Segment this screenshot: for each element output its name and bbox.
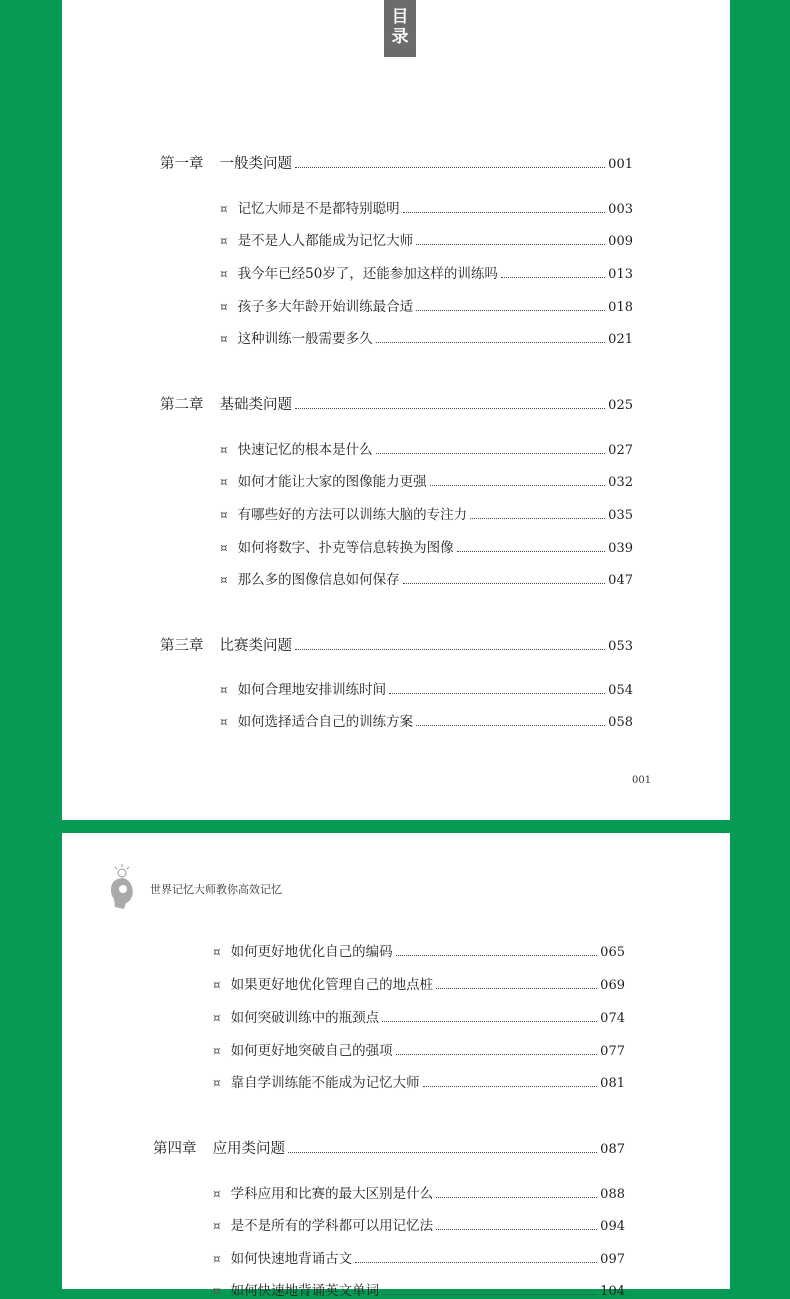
toc-item — [220, 438, 633, 458]
item-title: 如何快速地背诵英文单词 — [230, 1283, 380, 1299]
item-title: 快速记忆的根本是什么 — [237, 442, 373, 458]
item-title: 记忆大师是不是都特别聪明 — [237, 201, 400, 217]
leader-dots — [436, 1197, 597, 1198]
item-title: 如何更好地优化自己的编码 — [230, 944, 393, 960]
item-title: 是不是所有的学科都可以用记忆法 — [230, 1218, 434, 1234]
page-number: 032 — [608, 475, 633, 490]
leader-dots — [470, 518, 605, 519]
bullet-icon: ¤ — [213, 1076, 221, 1090]
item-title: 孩子多大年龄开始训练最合适 — [237, 299, 414, 315]
page-number: 025 — [608, 398, 633, 413]
bullet-icon: ¤ — [220, 541, 228, 555]
page-number: 021 — [608, 332, 633, 347]
toc-item — [213, 940, 625, 960]
toc-item — [220, 197, 633, 217]
toc-title-tab — [384, 0, 416, 57]
leader-dots — [376, 453, 606, 454]
page-number: 009 — [608, 234, 633, 249]
toc-page-1 — [62, 0, 730, 820]
toc-item — [220, 470, 633, 490]
leader-dots — [288, 1152, 597, 1153]
page-number: 104 — [600, 1284, 625, 1299]
toc-item — [213, 1006, 625, 1026]
bullet-icon: ¤ — [220, 475, 228, 489]
toc-title-char-1: 目 — [391, 7, 409, 27]
leader-dots — [396, 1054, 598, 1055]
item-title: 我今年已经50岁了，还能参加这样的训练吗 — [237, 266, 498, 282]
running-head: 世界记忆大师教你高效记忆 — [150, 883, 282, 896]
bullet-icon: ¤ — [220, 300, 228, 314]
leader-dots — [396, 955, 598, 956]
page-number: 097 — [600, 1252, 625, 1267]
page-number: 018 — [608, 300, 633, 315]
toc-item — [220, 262, 633, 282]
toc-item — [213, 1071, 625, 1091]
chapter-title: 比赛类问题 — [219, 638, 292, 654]
toc-item — [213, 1279, 625, 1299]
item-title: 如何突破训练中的瓶颈点 — [230, 1010, 380, 1026]
chapter-1-entry — [160, 152, 633, 173]
toc-item — [220, 536, 633, 556]
leader-dots — [355, 1262, 597, 1263]
leader-dots — [295, 408, 605, 409]
page-number: 074 — [600, 1011, 625, 1026]
toc-item — [220, 710, 633, 730]
item-title: 如果更好地优化管理自己的地点桩 — [230, 977, 434, 993]
page-number: 001 — [608, 157, 633, 172]
bullet-icon: ¤ — [213, 1011, 221, 1025]
item-title: 靠自学训练能不能成为记忆大师 — [230, 1075, 420, 1091]
item-title: 如何选择适合自己的训练方案 — [237, 714, 414, 730]
bullet-icon: ¤ — [220, 715, 228, 729]
leader-dots — [430, 485, 606, 486]
chapter-title: 基础类问题 — [219, 397, 292, 413]
toc-item — [220, 295, 633, 315]
page-number: 035 — [608, 508, 633, 523]
bullet-icon: ¤ — [213, 1044, 221, 1058]
item-title: 如何更好地突破自己的强项 — [230, 1043, 393, 1059]
page-number: 047 — [608, 573, 633, 588]
bullet-icon: ¤ — [213, 1252, 221, 1266]
leader-dots — [457, 551, 606, 552]
item-title: 这种训练一般需要多久 — [237, 331, 373, 347]
chapter-3-entry — [160, 634, 633, 655]
leader-dots — [389, 693, 605, 694]
bullet-icon: ¤ — [220, 202, 228, 216]
bullet-icon: ¤ — [220, 573, 228, 587]
leader-dots — [423, 1086, 598, 1087]
leader-dots — [382, 1021, 597, 1022]
item-title: 是不是人人都能成为记忆大师 — [237, 233, 414, 249]
chapter-number: 第三章 — [160, 638, 204, 654]
page-number: 094 — [600, 1219, 625, 1234]
page-folio: 001 — [632, 775, 652, 786]
leader-dots — [436, 1229, 597, 1230]
toc-item — [213, 1039, 625, 1059]
item-title: 如何才能让大家的图像能力更强 — [237, 474, 427, 490]
page-number: 027 — [608, 443, 633, 458]
leader-dots — [376, 342, 606, 343]
bullet-icon: ¤ — [220, 443, 228, 457]
page-number: 069 — [600, 978, 625, 993]
leader-dots — [416, 725, 605, 726]
item-title: 如何快速地背诵古文 — [230, 1251, 353, 1267]
leader-dots — [416, 310, 605, 311]
bullet-icon: ¤ — [220, 267, 228, 281]
toc-item — [220, 327, 633, 347]
leader-dots — [501, 277, 605, 278]
toc-item — [213, 1182, 625, 1202]
page-number: 054 — [608, 683, 633, 698]
toc-item — [220, 568, 633, 588]
toc-page-2 — [62, 833, 730, 1299]
bullet-icon: ¤ — [213, 1187, 221, 1201]
chapter-title: 应用类问题 — [212, 1141, 285, 1157]
toc-title-char-2: 录 — [391, 27, 409, 47]
leader-dots — [403, 583, 606, 584]
item-title: 如何将数字、扑克等信息转换为图像 — [237, 540, 454, 556]
page-number: 013 — [608, 267, 633, 282]
chapter-2-entry — [160, 393, 633, 414]
page-number: 039 — [608, 541, 633, 556]
toc-item — [213, 1214, 625, 1234]
leader-dots — [295, 167, 605, 168]
toc-item — [213, 1247, 625, 1267]
chapter-number: 第一章 — [160, 156, 204, 172]
item-title: 如何合理地安排训练时间 — [237, 682, 387, 698]
leader-dots — [295, 649, 605, 650]
chapter-number: 第二章 — [160, 397, 204, 413]
toc-item — [213, 973, 625, 993]
bullet-icon: ¤ — [220, 234, 228, 248]
chapter-4-entry — [153, 1137, 625, 1158]
bullet-icon: ¤ — [213, 1284, 221, 1298]
head-lightbulb-logo-icon — [108, 863, 136, 913]
bullet-icon: ¤ — [220, 683, 228, 697]
page-number: 081 — [600, 1076, 625, 1091]
page-number: 003 — [608, 202, 633, 217]
bullet-icon: ¤ — [220, 508, 228, 522]
page-number: 065 — [600, 945, 625, 960]
item-title: 那么多的图像信息如何保存 — [237, 572, 400, 588]
page-number: 053 — [608, 639, 633, 654]
page-number: 077 — [600, 1044, 625, 1059]
chapter-number: 第四章 — [153, 1141, 197, 1157]
bullet-icon: ¤ — [213, 978, 221, 992]
bullet-icon: ¤ — [213, 1219, 221, 1233]
leader-dots — [436, 988, 597, 989]
page-number: 058 — [608, 715, 633, 730]
toc-item — [220, 229, 633, 249]
chapter-title: 一般类问题 — [219, 156, 292, 172]
leader-dots — [403, 212, 606, 213]
bullet-icon: ¤ — [220, 332, 228, 346]
toc-item — [220, 503, 633, 523]
toc-item — [220, 678, 633, 698]
bullet-icon: ¤ — [213, 945, 221, 959]
leader-dots — [382, 1294, 597, 1295]
item-title: 有哪些好的方法可以训练大脑的专注力 — [237, 507, 468, 523]
leader-dots — [416, 244, 605, 245]
page-number: 087 — [600, 1142, 625, 1157]
page-number: 088 — [600, 1187, 625, 1202]
item-title: 学科应用和比赛的最大区别是什么 — [230, 1186, 434, 1202]
